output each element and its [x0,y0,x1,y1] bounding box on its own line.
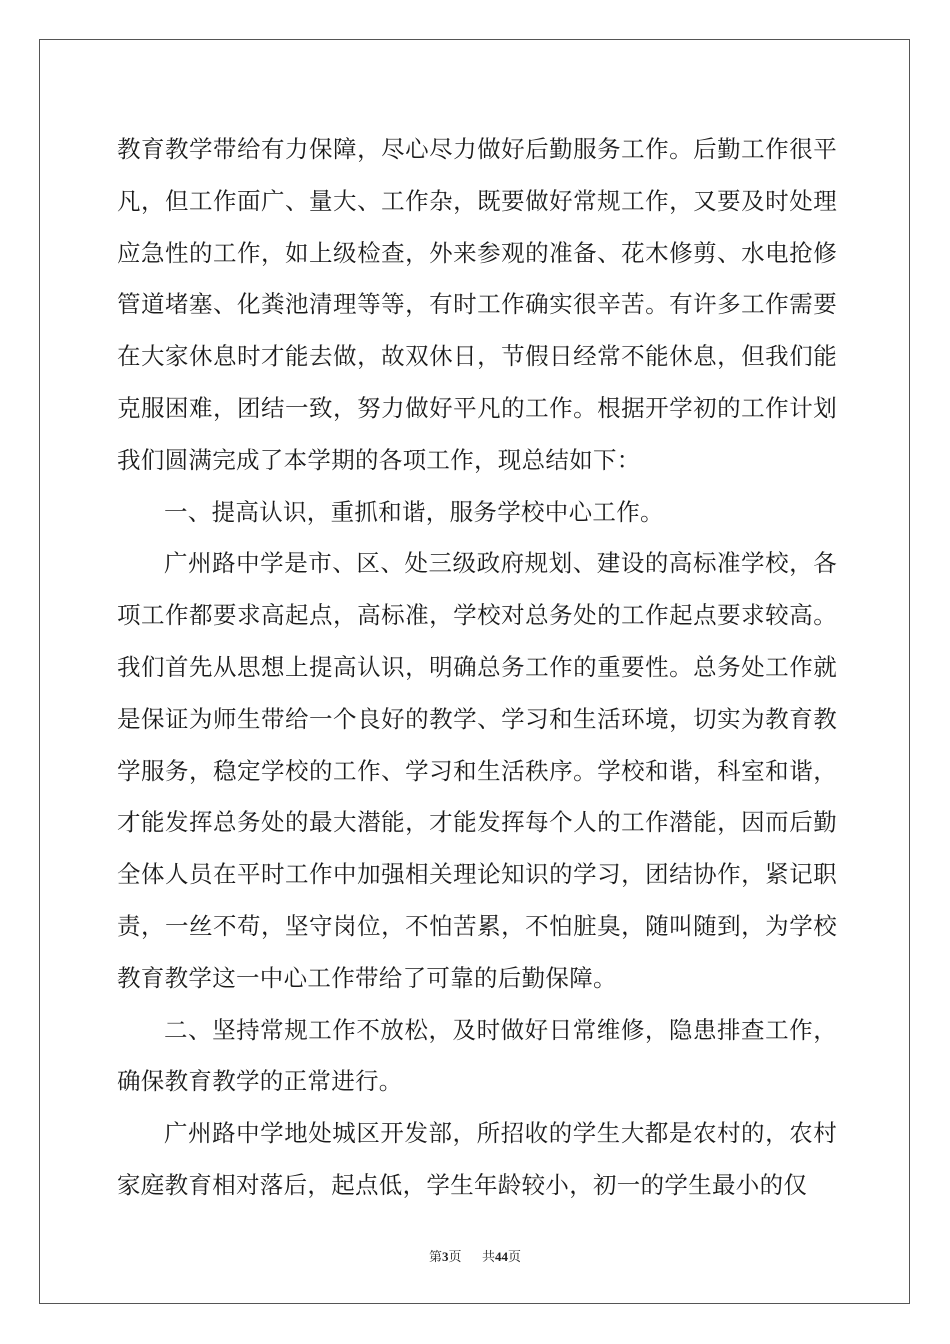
text-line: 确保教育教学的正常进行。 [117,1067,403,1096]
paragraph [117,487,837,539]
text-line: 广州路中学是市、区、处三级政府规划、建设的高标准学校，各 [164,549,837,578]
total-page-count: 44 [495,1249,509,1264]
text-line: 才能发挥总务处的最大潜能，才能发挥每个人的工作潜能，因而后勤 [117,808,837,837]
text-line: 我们圆满完成了本学期的各项工作，现总结如下： [117,445,641,474]
page-suffix: 页 [448,1249,462,1264]
page-number-label [429,1246,462,1265]
text-line: 克服困难，团结一致，努力做好平凡的工作。根据开学初的工作计划 [117,393,837,422]
paragraph [117,1108,837,1212]
text-line: 在大家休息时才能去做，故双休日，节假日经常不能休息，但我们能 [117,342,837,371]
text-line: 我们首先从思想上提高认识，明确总务工作的重要性。总务处工作就 [117,652,837,681]
text-line: 凡，但工作面广、量大、工作杂，既要做好常规工作，又要及时处理 [117,186,837,215]
page-total-label [482,1246,521,1265]
page-footer [0,1246,950,1265]
total-suffix: 页 [508,1249,522,1264]
text-line: 一、提高认识，重抓和谐，服务学校中心工作。 [164,497,664,526]
text-line: 二、坚持常规工作不放松，及时做好日常维修，隐患排查工作， [164,1015,837,1044]
text-line: 管道堵塞、化粪池清理等等，有时工作确实很辛苦。有许多工作需要 [117,290,837,319]
page-prefix: 第 [428,1249,442,1264]
paragraph [117,1005,837,1109]
text-line: 广州路中学地处城区开发部，所招收的学生大都是农村的，农村 [164,1119,837,1148]
text-line: 应急性的工作，如上级检查，外来参观的准备、花木修剪、水电抢修 [117,238,837,267]
paragraph [117,124,837,487]
total-prefix: 共 [482,1249,496,1264]
current-page-number: 3 [441,1249,449,1264]
text-line: 教育教学带给有力保障，尽心尽力做好后勤服务工作。后勤工作很平 [117,135,837,163]
text-line: 责，一丝不苟，坚守岗位，不怕苦累，不怕脏臭，随叫随到，为学校 [117,911,837,940]
text-line: 教育教学这一中心工作带给了可靠的后勤保障。 [117,963,617,992]
text-line: 是保证为师生带给一个良好的教学、学习和生活环境，切实为教育教 [117,704,837,733]
text-line: 家庭教育相对落后，起点低，学生年龄较小，初一的学生最小的仅 [117,1170,808,1199]
text-line: 项工作都要求高起点，高标准，学校对总务处的工作起点要求较高。 [117,601,837,630]
paragraph [117,538,837,1004]
text-line: 学服务，稳定学校的工作、学习和生活秩序。学校和谐，科室和谐， [117,756,837,785]
text-line: 全体人员在平时工作中加强相关理论知识的学习，团结协作，紧记职 [117,860,837,889]
document-body [117,124,837,1212]
